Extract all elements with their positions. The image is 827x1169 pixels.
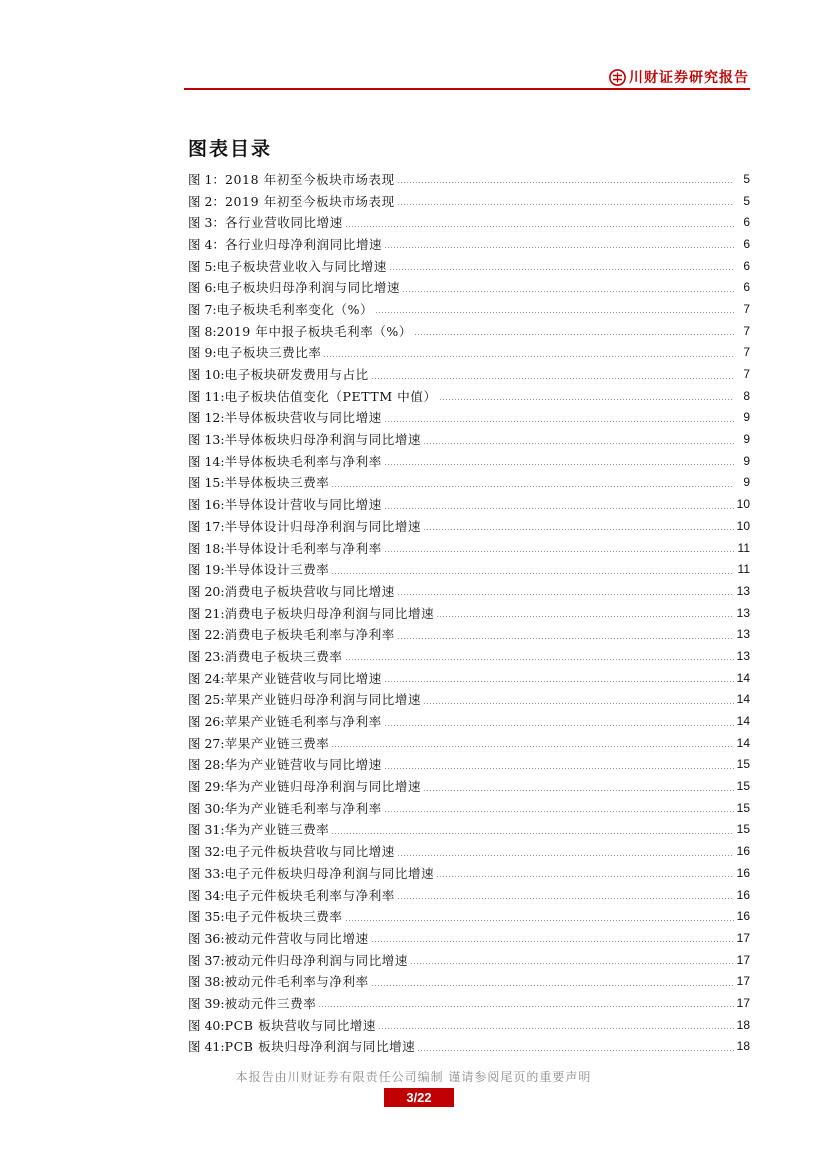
toc-entry-figure-number: 图 13: [188, 432, 225, 448]
toc-entry[interactable] [188, 884, 750, 906]
toc-entry-figure-number: 图 9: [188, 345, 217, 361]
toc-entry[interactable] [188, 276, 750, 298]
toc-entry-page: 17 [736, 974, 750, 989]
toc-entry-leader-dots [436, 616, 734, 617]
toc-entry-label: 各行业归母净利润同比增速 [224, 236, 383, 252]
toc-entry[interactable] [188, 970, 750, 992]
toc-entry-label: 2019 年初至今板块市场表现 [224, 193, 395, 209]
toc-entry-label: 2019 年中报子板块毛利率（%） [216, 323, 413, 339]
toc-entry[interactable] [188, 407, 750, 429]
toc-entry-figure-number: 图 14: [188, 453, 225, 469]
toc-entry-page: 9 [743, 410, 750, 425]
toc-entry[interactable] [188, 645, 750, 667]
toc-entry-leader-dots [423, 703, 734, 704]
toc-entry-figure-number: 图 41: [188, 1039, 225, 1055]
toc-entry-page: 14 [736, 735, 750, 750]
toc-entry[interactable] [188, 992, 750, 1014]
toc-entry[interactable] [188, 428, 750, 450]
toc-entry-leader-dots [345, 920, 735, 921]
toc-entry-figure-number: 图 27: [188, 735, 225, 751]
toc-entry[interactable] [188, 905, 750, 927]
toc-entry-label: 2018 年初至今板块市场表现 [224, 171, 395, 187]
toc-entry-page: 9 [743, 453, 750, 468]
toc-entry-label: 华为产业链三费率 [224, 822, 330, 838]
toc-entry-page: 6 [743, 258, 750, 273]
toc-entry-label: 被动元件归母净利润与同比增速 [224, 952, 408, 968]
toc-entry-page: 13 [736, 627, 750, 642]
toc-entry[interactable] [188, 797, 750, 819]
toc-entry-leader-dots [384, 551, 734, 552]
toc-entry-figure-number: 图 4： [188, 236, 225, 252]
toc-entry-figure-number: 图 15: [188, 475, 225, 491]
toc-entry-figure-number: 图 18: [188, 540, 225, 556]
toc-entry-page: 17 [736, 995, 750, 1010]
toc-entry[interactable] [188, 949, 750, 971]
toc-entry-leader-dots [423, 443, 734, 444]
toc-entry-leader-dots [371, 378, 734, 379]
toc-entry-figure-number: 图 12: [188, 410, 225, 426]
toc-entry-label: 华为产业链营收与同比增速 [224, 757, 382, 773]
toc-entry-figure-number: 图 29: [188, 779, 225, 795]
toc-entry-page: 15 [736, 757, 750, 772]
toc-entry-page: 6 [743, 215, 750, 230]
toc-entry-figure-number: 图 6: [188, 280, 217, 296]
toc-entry-leader-dots [384, 464, 734, 465]
toc-entry-label: PCB 板块营收与同比增速 [224, 1017, 377, 1033]
toc-entry-leader-dots [331, 833, 734, 834]
toc-entry-page: 13 [736, 583, 750, 598]
toc-entry-figure-number: 图 2： [188, 193, 225, 209]
toc-entry-page: 5 [743, 193, 750, 208]
toc-entry-figure-number: 图 23: [188, 648, 225, 664]
toc-entry-figure-number: 图 38: [188, 974, 225, 990]
header-brand [609, 66, 749, 88]
toc-entry-page: 15 [736, 800, 750, 815]
toc-entry-leader-dots [384, 768, 734, 769]
toc-entry-page: 18 [736, 1017, 750, 1032]
toc-entry-label: 电子元件板块毛利率与净利率 [224, 887, 395, 903]
toc-entry-leader-dots [384, 421, 734, 422]
toc-entry-figure-number: 图 33: [188, 865, 225, 881]
toc-entry-label: 华为产业链归母净利润与同比增速 [224, 779, 422, 795]
toc-entry-leader-dots [384, 725, 734, 726]
toc-entry-page: 16 [736, 844, 750, 859]
toc-entry[interactable] [188, 515, 750, 537]
toc-entry-page: 14 [736, 670, 750, 685]
toc-entry-leader-dots [345, 226, 734, 227]
toc-entry-page: 7 [743, 345, 750, 360]
toc-entry-figure-number: 图 21: [188, 605, 225, 621]
toc-entry-label: 消费电子板块毛利率与净利率 [224, 627, 395, 643]
toc-entry[interactable] [188, 623, 750, 645]
toc-entry-leader-dots [323, 356, 734, 357]
toc-entry-figure-number: 图 39: [188, 995, 225, 1011]
toc-entry-label: 被动元件营收与同比增速 [224, 930, 369, 946]
toc-entry-figure-number: 图 1： [188, 171, 225, 187]
toc-entry-page: 17 [736, 952, 750, 967]
toc-entry[interactable] [188, 450, 750, 472]
toc-entry-label: 半导体设计营收与同比增速 [224, 497, 382, 513]
toc-entry-figure-number: 图 10: [188, 367, 225, 383]
toc-entry-page: 14 [736, 692, 750, 707]
toc-entry-label: 消费电子板块三费率 [224, 648, 343, 664]
toc-entry-label: 电子板块研发费用与占比 [224, 367, 369, 383]
toc-entry-label: 半导体设计三费率 [224, 562, 330, 578]
toc-entry-label: 被动元件毛利率与净利率 [224, 974, 369, 990]
toc-entry[interactable] [188, 602, 750, 624]
toc-entry-page: 15 [736, 779, 750, 794]
toc-entry-page: 8 [743, 388, 750, 403]
toc-entry[interactable] [188, 732, 750, 754]
toc-entry-figure-number: 图 20: [188, 583, 225, 599]
toc-entry-page: 11 [737, 562, 750, 577]
toc-entry-figure-number: 图 35: [188, 909, 225, 925]
toc-entry-page: 7 [743, 301, 750, 316]
toc-entry-leader-dots [384, 811, 734, 812]
toc-entry-page: 16 [736, 865, 750, 880]
toc-entry-figure-number: 图 28: [188, 757, 225, 773]
toc-entry-label: 华为产业链毛利率与净利率 [224, 800, 382, 816]
toc-entry-label: 苹果产业链营收与同比增速 [224, 670, 382, 686]
toc-entry-leader-dots [397, 855, 734, 856]
toc-entry[interactable] [188, 862, 750, 884]
brand-name: 川财证券研究报告 [629, 70, 749, 86]
toc-entry-leader-dots [436, 876, 734, 877]
toc-entry[interactable] [188, 385, 750, 407]
toc-entry-label: 苹果产业链三费率 [224, 735, 330, 751]
toc-entry-page: 17 [736, 930, 750, 945]
toc-entry-figure-number: 图 7: [188, 301, 217, 317]
toc-entry-leader-dots [345, 659, 735, 660]
toc-entry-figure-number: 图 26: [188, 714, 225, 730]
toc-entry-figure-number: 图 31: [188, 822, 225, 838]
toc-entry-leader-dots [384, 681, 734, 682]
footer-disclaimer: 本报告由川财证券有限责任公司编制 谨请参阅尾页的重要声明 [235, 1070, 592, 1084]
toc-entry-label: 半导体板块归母净利润与同比增速 [224, 432, 422, 448]
toc-entry-page: 9 [743, 432, 750, 447]
toc-entry-page: 13 [736, 648, 750, 663]
toc-entry-leader-dots [318, 1006, 734, 1007]
toc-entry[interactable] [188, 840, 750, 862]
toc-entry-label: 电子元件板块三费率 [224, 909, 343, 925]
toc-entry-label: 电子板块毛利率变化（%） [216, 301, 374, 317]
toc-entry-figure-number: 图 19: [188, 562, 225, 578]
toc-entry[interactable] [188, 342, 750, 364]
toc-entry-page: 5 [743, 171, 750, 186]
toc-entry[interactable] [188, 190, 750, 212]
toc-entry-page: 11 [737, 540, 750, 555]
toc-entry-figure-number: 图 5: [188, 258, 217, 274]
toc-entry-label: 电子元件板块营收与同比增速 [224, 844, 395, 860]
toc-entry-label: 消费电子板块营收与同比增速 [224, 583, 395, 599]
toc-entry[interactable] [188, 775, 750, 797]
toc-entry[interactable] [188, 710, 750, 732]
toc-entry-leader-dots [423, 529, 734, 530]
toc-entry-label: 各行业营收同比增速 [224, 215, 343, 231]
toc-entry-label: 消费电子板块归母净利润与同比增速 [224, 605, 435, 621]
toc-entry[interactable] [188, 580, 750, 602]
toc-entry-page: 10 [736, 518, 750, 533]
toc-entry-leader-dots [423, 790, 734, 791]
toc-entry[interactable] [188, 493, 750, 515]
toc-entry-leader-dots [378, 1028, 734, 1029]
toc-entry-leader-dots [384, 247, 734, 248]
toc-entry-leader-dots [414, 334, 734, 335]
toc-entry[interactable] [188, 363, 750, 385]
toc-entry-leader-dots [397, 204, 734, 205]
toc-entry[interactable] [188, 927, 750, 949]
toc-entry-label: 苹果产业链归母净利润与同比增速 [224, 692, 422, 708]
toc-entry-label: 半导体板块毛利率与净利率 [224, 453, 382, 469]
toc-entry[interactable] [188, 667, 750, 689]
toc-entry-figure-number: 图 8: [188, 323, 217, 339]
toc-entry[interactable] [188, 211, 750, 233]
toc-entry-label: 电子板块三费比率 [216, 345, 322, 361]
toc-entry-label: 被动元件三费率 [224, 995, 317, 1011]
toc-entry-label: 半导体板块营收与同比增速 [224, 410, 382, 426]
toc-entry-leader-dots [371, 985, 734, 986]
toc-entry-figure-number: 图 3： [188, 215, 225, 231]
toc-entry-leader-dots [397, 594, 734, 595]
toc-entry-leader-dots [375, 312, 734, 313]
toc-entry-leader-dots [417, 1050, 734, 1051]
toc-entry[interactable] [188, 819, 750, 841]
toc-entry-page: 15 [736, 822, 750, 837]
toc-entry-figure-number: 图 16: [188, 497, 225, 513]
toc-entry-figure-number: 图 24: [188, 670, 225, 686]
toc-entry-leader-dots [397, 898, 734, 899]
toc-entry[interactable] [188, 537, 750, 559]
toc-entry-figure-number: 图 11: [188, 388, 225, 404]
toc-entry-page: 7 [743, 367, 750, 382]
toc-entry-figure-number: 图 30: [188, 800, 225, 816]
toc-entry[interactable] [188, 472, 750, 494]
toc-entry-page: 13 [736, 605, 750, 620]
toc-entry-leader-dots [389, 269, 734, 270]
toc-entry-figure-number: 图 34: [188, 887, 225, 903]
toc-entry-leader-dots [371, 941, 734, 942]
toc-entry-leader-dots [397, 638, 734, 639]
toc-entry[interactable] [188, 298, 750, 320]
toc-entry-label: 电子板块估值变化（PETTM 中值） [224, 388, 437, 404]
toc-entry-figure-number: 图 32: [188, 844, 225, 860]
toc-entry-leader-dots [410, 963, 734, 964]
toc-entry-page: 6 [743, 236, 750, 251]
toc-entry-page: 18 [736, 1039, 750, 1054]
toc-entry-label: 电子元件板块归母净利润与同比增速 [224, 865, 435, 881]
chuancai-logo-icon [609, 69, 626, 86]
toc-entry-leader-dots [331, 746, 734, 747]
toc-entry[interactable] [188, 689, 750, 711]
toc-entry-figure-number: 图 36: [188, 930, 225, 946]
toc-entry[interactable] [188, 754, 750, 776]
toc-entry-leader-dots [439, 399, 734, 400]
toc-entry-leader-dots [402, 291, 734, 292]
toc-entry[interactable] [188, 168, 750, 190]
toc-entry-label: 半导体板块三费率 [224, 475, 330, 491]
toc-entry-leader-dots [384, 508, 734, 509]
toc-entry-figure-number: 图 22: [188, 627, 225, 643]
toc-entry-leader-dots [397, 182, 734, 183]
toc-entry-label: 半导体设计毛利率与净利率 [224, 540, 382, 556]
toc-entry-figure-number: 图 37: [188, 952, 225, 968]
toc-entry-label: 电子板块营业收入与同比增速 [216, 258, 387, 274]
toc-entry-page: 9 [743, 475, 750, 490]
toc-entry-page: 16 [736, 887, 750, 902]
toc-list [188, 168, 750, 1057]
toc-entry-page: 14 [736, 714, 750, 729]
toc-entry-figure-number: 图 17: [188, 518, 225, 534]
toc-entry-page: 10 [736, 497, 750, 512]
toc-entry-leader-dots [331, 573, 734, 574]
toc-entry-leader-dots [331, 486, 734, 487]
toc-entry-page: 7 [743, 323, 750, 338]
toc-entry-label: 电子板块归母净利润与同比增速 [216, 280, 401, 296]
toc-entry-page: 6 [743, 280, 750, 295]
toc-entry[interactable] [188, 255, 750, 277]
toc-entry[interactable] [188, 1036, 750, 1058]
toc-entry-page: 16 [736, 909, 750, 924]
toc-entry[interactable] [188, 320, 750, 342]
toc-title: 图表目录 [188, 138, 273, 160]
toc-entry[interactable] [188, 1014, 750, 1036]
toc-entry-label: 半导体设计归母净利润与同比增速 [224, 518, 422, 534]
toc-entry-figure-number: 图 25: [188, 692, 225, 708]
page-number: 3/22 [384, 1088, 454, 1107]
toc-entry-figure-number: 图 40: [188, 1017, 225, 1033]
header-divider [184, 88, 750, 90]
toc-entry[interactable] [188, 233, 750, 255]
toc-entry-label: 苹果产业链毛利率与净利率 [224, 714, 382, 730]
toc-entry[interactable] [188, 558, 750, 580]
toc-entry-label: PCB 板块归母净利润与同比增速 [224, 1039, 416, 1055]
